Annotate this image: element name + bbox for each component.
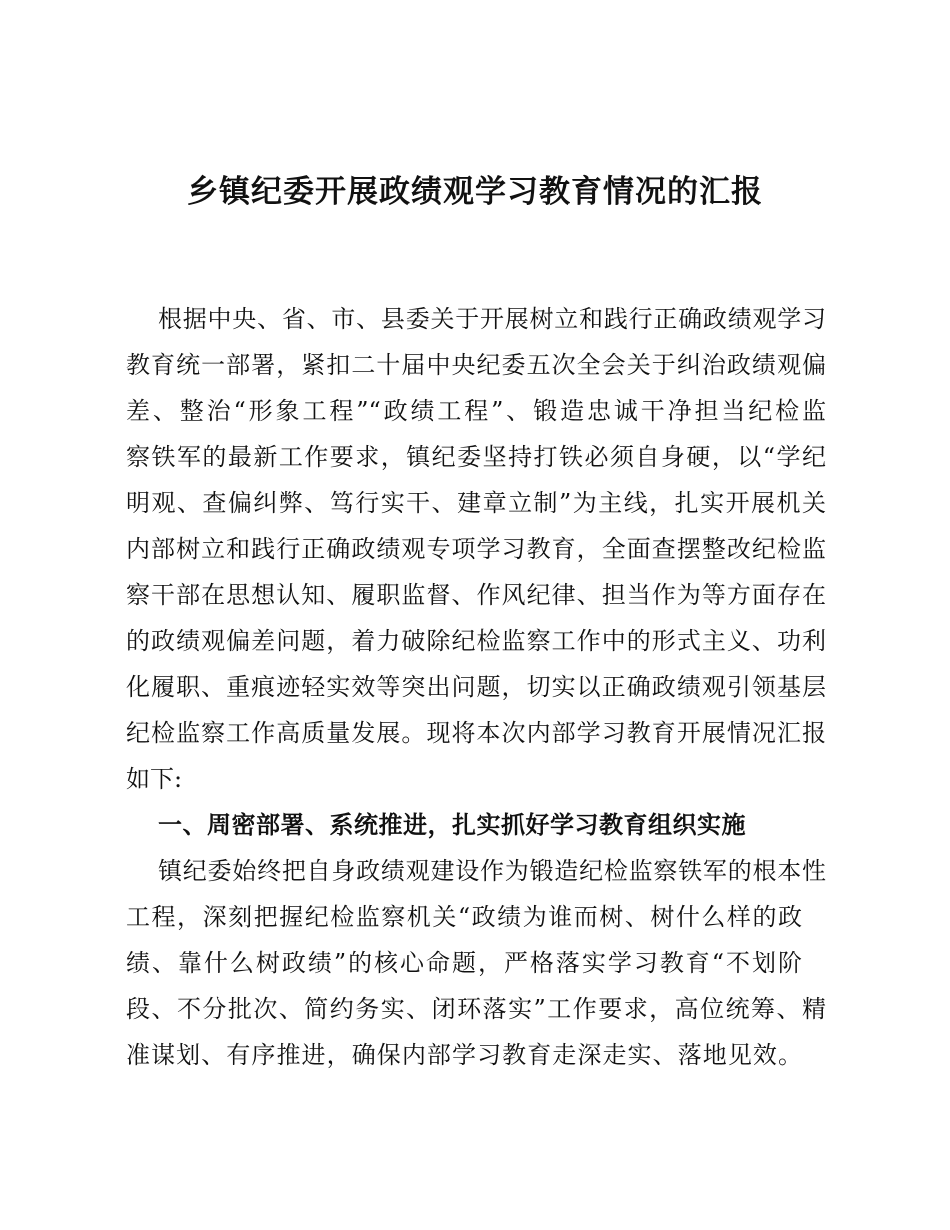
- paragraph-1-line-8: 的政绩观偏差问题，着力破除纪检监察工作中的形式主义、功利: [126, 627, 826, 655]
- paragraph-1-line-1: 根据中央、省、市、县委关于开展树立和践行正确政绩观学习: [158, 305, 826, 333]
- section-1-heading: 一、周密部署、系统推进，扎实抓好学习教育组织实施: [158, 811, 746, 839]
- paragraph-1-line-4: 察铁军的最新工作要求，镇纪委坚持打铁必须自身硬，以“学纪: [126, 443, 826, 471]
- paragraph-1-line-2: 教育统一部署，紧扣二十届中央纪委五次全会关于纠治政绩观偏: [126, 351, 826, 379]
- paragraph-2-line-1: 镇纪委始终把自身政绩观建设作为锻造纪检监察铁军的根本性: [158, 857, 826, 885]
- paragraph-1-line-7: 察干部在思想认知、履职监督、作风纪律、担当作为等方面存在: [126, 581, 826, 609]
- paragraph-2-line-5: 准谋划、有序推进，确保内部学习教育走深走实、落地见效。: [126, 1041, 802, 1069]
- paragraph-2-line-2: 工程，深刻把握纪检监察机关“政绩为谁而树、树什么样的政: [126, 903, 802, 931]
- paragraph-1-line-6: 内部树立和践行正确政绩观专项学习教育，全面查摆整改纪检监: [126, 535, 826, 563]
- paragraph-1-line-11: 如下:: [126, 765, 183, 793]
- paragraph-1-line-5: 明观、查偏纠弊、笃行实干、建章立制”为主线，扎实开展机关: [126, 489, 826, 517]
- paragraph-1-line-9: 化履职、重痕迹轻实效等突出问题，切实以正确政绩观引领基层: [126, 673, 826, 701]
- document-title: 乡镇纪委开展政绩观学习教育情况的汇报: [187, 174, 763, 210]
- paragraph-1-line-10: 纪检监察工作高质量发展。现将本次内部学习教育开展情况汇报: [126, 719, 826, 747]
- paragraph-2-line-3: 绩、靠什么树政绩”的核心命题，严格落实学习教育“不划阶: [126, 949, 802, 977]
- paragraph-1-line-3: 差、整治“形象工程”“政绩工程”、锻造忠诚干净担当纪检监: [126, 397, 826, 425]
- paragraph-2-line-4: 段、不分批次、简约务实、闭环落实”工作要求，高位统筹、精: [126, 995, 826, 1023]
